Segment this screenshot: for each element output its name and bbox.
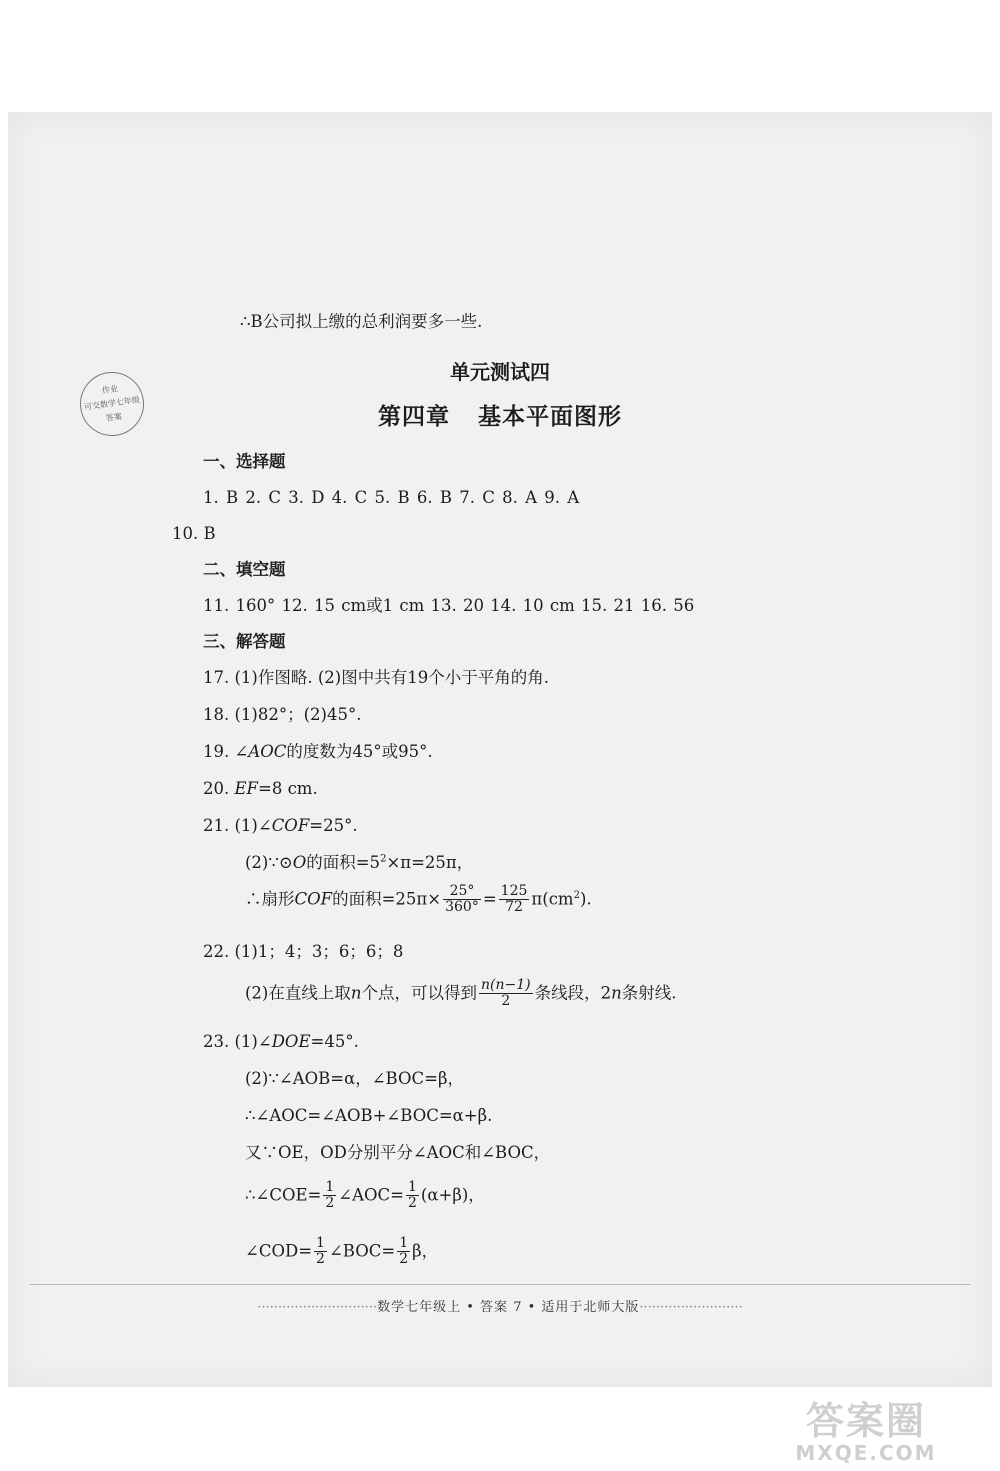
section-choice-heading: 一、选择题 [203,452,286,471]
chapter-number: 第四章 [378,403,450,430]
fraction-25-360: $\frac{25^\circ}{360^\circ}$ [445,883,479,916]
scanned-page [8,112,992,1387]
answer-23-part2: (2)∵∠AOB=α，∠BOC=β， [245,1069,465,1088]
answer-17: 17. (1)作图略. (2)图中共有19个小于平角的角. [203,668,549,687]
stamp-line-3: 答案 [105,411,123,423]
chapter-name: 基本平面图形 [478,403,622,430]
choice-answers-line2: 10. B [172,524,216,543]
footer-text: 数学七年级上 • 答案 7 • 适用于北师大版 [377,1300,640,1315]
answer-23-part4: 又∵OE，OD分别平分∠AOC和∠BOC， [245,1143,551,1162]
answer-18: 18. (1)82°；(2)45°. [203,705,362,724]
chapter-title [0,398,1000,431]
answer-22-part2: (2)在直线上取n个点，可以得到 $\frac{n(n-1)}{2}$ 条线段，2n条射线. [245,977,677,1010]
stamp-line-2: 可交数学七年级 [83,395,141,412]
fraction-segments: $\frac{n(n-1)}{2}$ [481,977,531,1010]
unit-test-title: 单元测试四 [450,360,550,384]
intro-line: ∴B公司拟上缴的总利润要多一些. [240,312,483,331]
answer-20: 20. EF=8 cm. [203,779,318,798]
fraction-125-72: $\frac{125}{72}$ [500,883,528,916]
answer-23-part1: 23. (1)∠DOE=45°. [203,1032,359,1051]
page-footer: ·····························数学七年级上 • 答案 7 • 适用于北师大版························· [257,1300,743,1315]
stamp-line-1: 作业 [101,384,119,396]
fill-answers-line: 11. 160° 12. 15 cm或1 cm 13. 20 14. 10 cm 15. 21 16. 56 [203,596,695,615]
answer-21-part1: 21. (1)∠COF=25°. [203,816,358,835]
section-solve-heading: 三、解答题 [203,632,286,651]
answer-21-part3: ∴扇形COF的面积=25π× $\frac{25^\circ}{360^\circ}$ = $\frac{125}{72}$ $\pi(cm^2)$. [245,883,592,916]
answer-21-part2: (2)∵⊙O的面积$=5^2\times\pi=25\pi$， [245,853,474,872]
answer-23-part6: ∠COD= $\frac{1}{2}$ ∠BOC= $\frac{1}{2}$ β， [245,1235,439,1268]
watermark-logo: 答案圈 MXQE.COM [795,1399,937,1465]
choice-answers-line1: 1. B 2. C 3. D 4. C 5. B 6. B 7. C 8. A 9. A [203,488,580,507]
answer-19: 19. ∠AOC的度数为45°或95°. [203,742,433,761]
footer-rule [30,1284,970,1285]
section-fill-heading: 二、填空题 [203,560,286,579]
answer-23-part5: ∴∠COE= $\frac{1}{2}$ ∠AOC= $\frac{1}{2}$ (α+β)， [245,1179,485,1212]
answer-22-part1: 22. (1)1；4；3；6；6；8 [203,942,404,961]
answer-23-part3: ∴∠AOC=∠AOB+∠BOC=α+β. [245,1106,493,1125]
